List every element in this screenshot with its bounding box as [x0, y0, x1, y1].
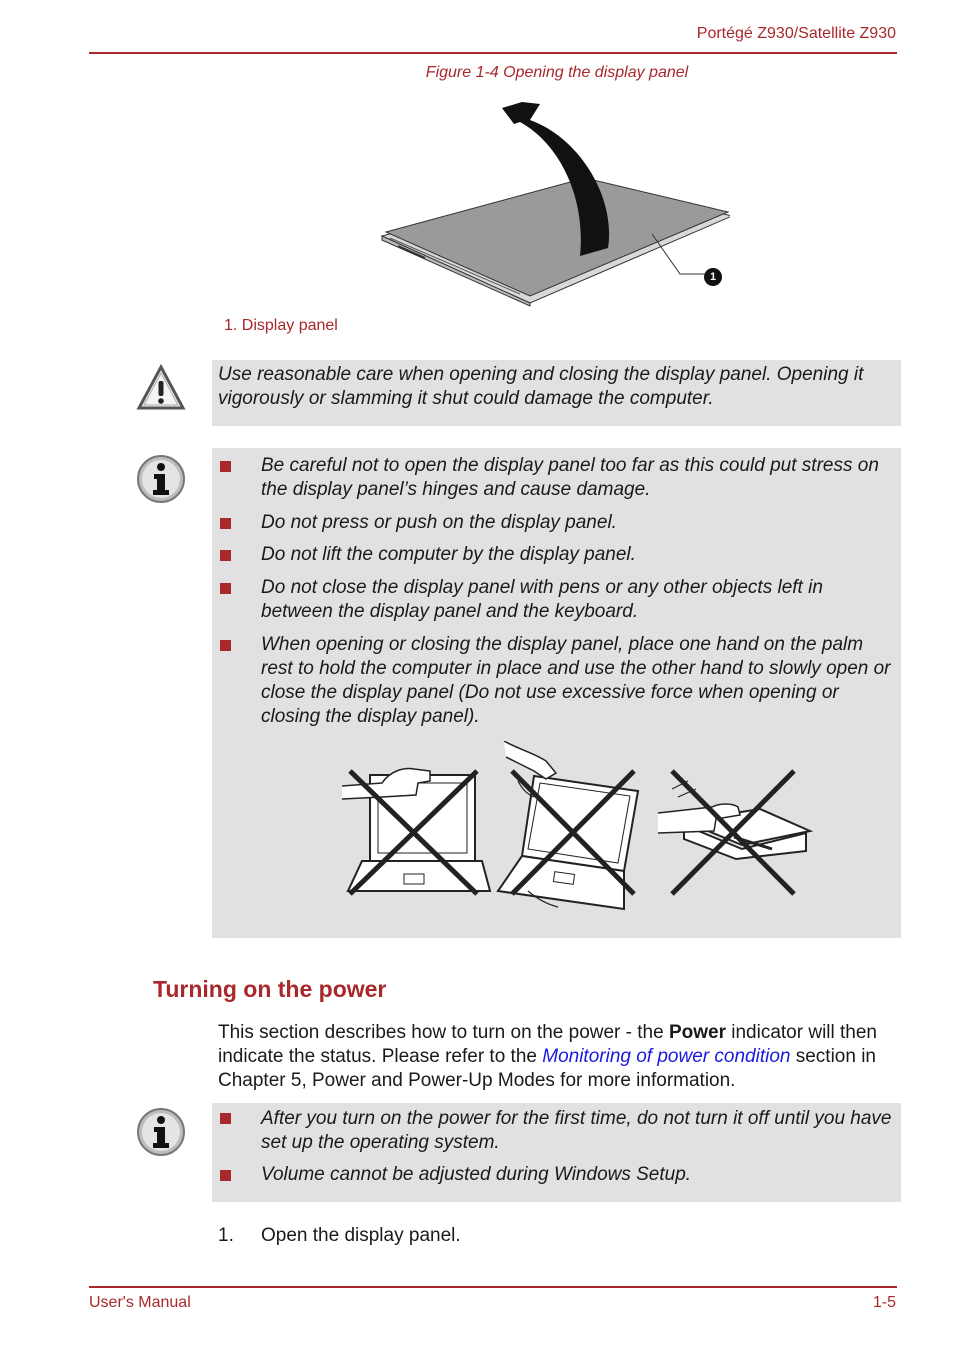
- section-heading: Turning on the power: [153, 976, 387, 1002]
- paragraph-text-2: indicator will then indicate the status. Please refer to the: [218, 1022, 878, 1067]
- warning-note-box: [212, 360, 901, 426]
- step-text: Open the display panel.: [261, 1225, 461, 1246]
- figure-legend: 1. Display panel: [224, 317, 338, 334]
- bullet-marker: [220, 461, 231, 472]
- section-paragraph: [218, 1021, 898, 1093]
- power-term: Power: [668, 1022, 726, 1043]
- monitoring-power-link[interactable]: Monitoring of power condition: [542, 1046, 791, 1067]
- bullet-marker: [220, 1170, 231, 1181]
- info-item-2: Do not press or push on the display panel.: [261, 512, 617, 533]
- warning-triangle-icon: [136, 364, 186, 412]
- header-rule: [89, 52, 897, 54]
- info-item-4: Do not close the display panel with pens or any other objects left in between the display panel and the keyboard.: [261, 577, 823, 622]
- paragraph-text-3: section in Chapter 5, Power and Power-Up Modes for more information.: [218, 1046, 876, 1091]
- laptop-pushed-illustration: [342, 769, 490, 894]
- info-icon: [136, 1107, 186, 1157]
- laptop-lifted-illustration: [498, 741, 638, 909]
- info-item-3: Do not lift the computer by the display panel.: [261, 544, 636, 565]
- info-item-5: When opening or closing the display panel, place one hand on the palm rest to hold the computer in place and use the other hand to slowly open or close the display panel (Do not use excessive force when opening or closing the display panel).: [261, 634, 891, 727]
- warning-text: Use reasonable care when opening and closing the display panel. Opening it vigorously or slamming it shut could damage the computer.: [218, 364, 864, 409]
- callout-badge: 1: [704, 268, 722, 286]
- power-note-item-2: Volume cannot be adjusted during Windows Setup.: [261, 1164, 692, 1185]
- laptop-pen-closing-illustration: [658, 771, 810, 894]
- info-item-1: Be careful not to open the display panel too far as this could put stress on the display panel’s hinges and cause damage.: [261, 455, 879, 500]
- power-note-item-1: After you turn on the power for the first time, do not turn it off until you have set up the operating system.: [261, 1108, 892, 1153]
- power-note-box: [212, 1103, 901, 1202]
- footer-page-number: 1-5: [872, 1294, 896, 1311]
- bullet-marker: [220, 640, 231, 651]
- footer-rule: [89, 1286, 897, 1288]
- info-note-box: [212, 448, 901, 938]
- step-number: 1.: [218, 1225, 234, 1246]
- incorrect-handling-illustrations: [342, 741, 817, 913]
- footer-manual-title: User's Manual: [89, 1294, 191, 1311]
- laptop-opening-illustration: [380, 98, 730, 308]
- bullet-marker: [220, 583, 231, 594]
- running-header-title: Portégé Z930/Satellite Z930: [696, 25, 896, 42]
- bullet-marker: [220, 1113, 231, 1124]
- bullet-marker: [220, 518, 231, 529]
- info-icon: [136, 454, 186, 504]
- bullet-marker: [220, 550, 231, 561]
- figure-caption: Figure 1-4 Opening the display panel: [425, 64, 689, 81]
- paragraph-text-1: This section describes how to turn on the power - the: [218, 1022, 669, 1043]
